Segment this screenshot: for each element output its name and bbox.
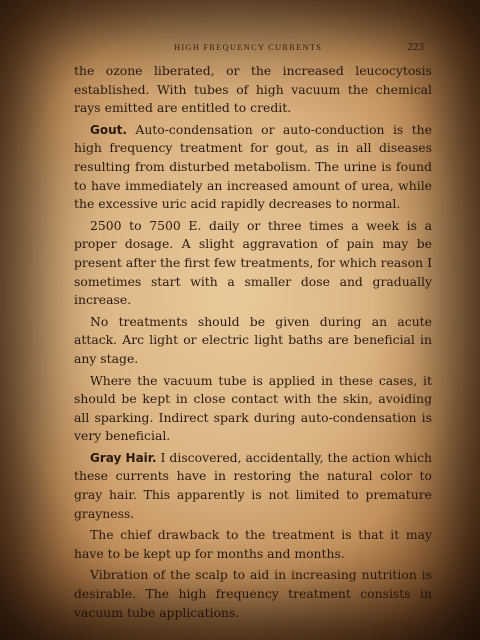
paragraph-text: I discovered, accidentally, the action which these currents have in restoring the natural color to gray hair. This apparently is not limited to premature grayness.: [74, 449, 432, 521]
paragraph-text: Vibration of the scalp to aid in increasing nutrition is desirable. The high frequency treatment consists in vacuum tube applications.: [74, 567, 432, 620]
paragraph-text: The chief drawback to the treatment is that it may have to be kept up for months and months.: [74, 527, 432, 561]
page-number: 223: [407, 41, 424, 53]
paragraph-text: No treatments should be given during an acute attack. Arc light or electric light baths are beneficial in any stage.: [74, 313, 432, 366]
paragraph-drawback: [74, 526, 432, 563]
section-heading-gray-hair: Gray Hair.: [90, 450, 157, 465]
paragraph-gout: [74, 121, 432, 214]
paragraph-text: Where the vacuum tube is applied in these cases, it should be kept in close contact with the skin, avoiding all sparking. Indirect spark during auto-condensation is very beneficial.: [74, 372, 432, 444]
paragraph-text: 2500 to 7500 E. daily or three times a week is a proper dosage. A slight aggravation of pain may be present after the first few treatments, for which reason I sometimes start with a smaller dose and gradually increase.: [74, 217, 432, 308]
paragraph-text: the ozone liberated, or the increased leucocytosis established. With tubes of high vacuum the chemical rays emitted are entitled to credit.: [74, 63, 432, 116]
paragraph-dosage: [74, 217, 432, 310]
running-head: [74, 40, 432, 56]
paragraph-vibration: [74, 566, 432, 622]
section-heading-gout: Gout.: [90, 122, 127, 137]
running-title: HIGH FREQUENCY CURRENTS: [174, 42, 323, 52]
paragraph-ozone: [74, 62, 432, 118]
paragraph-gray-hair: [74, 449, 432, 523]
paragraph-vacuum-tube: [74, 372, 432, 446]
page-content: [74, 40, 432, 625]
paragraph-acute-attack: [74, 313, 432, 369]
paragraph-text: Auto-condensation or auto-conduction is the high frequency treatment for gout, as in all diseases resulting from disturbed metabolism. The urine is found to have immediately an increased amount of urea, while the excessive uric acid rapidly decreases to normal.: [74, 121, 432, 212]
